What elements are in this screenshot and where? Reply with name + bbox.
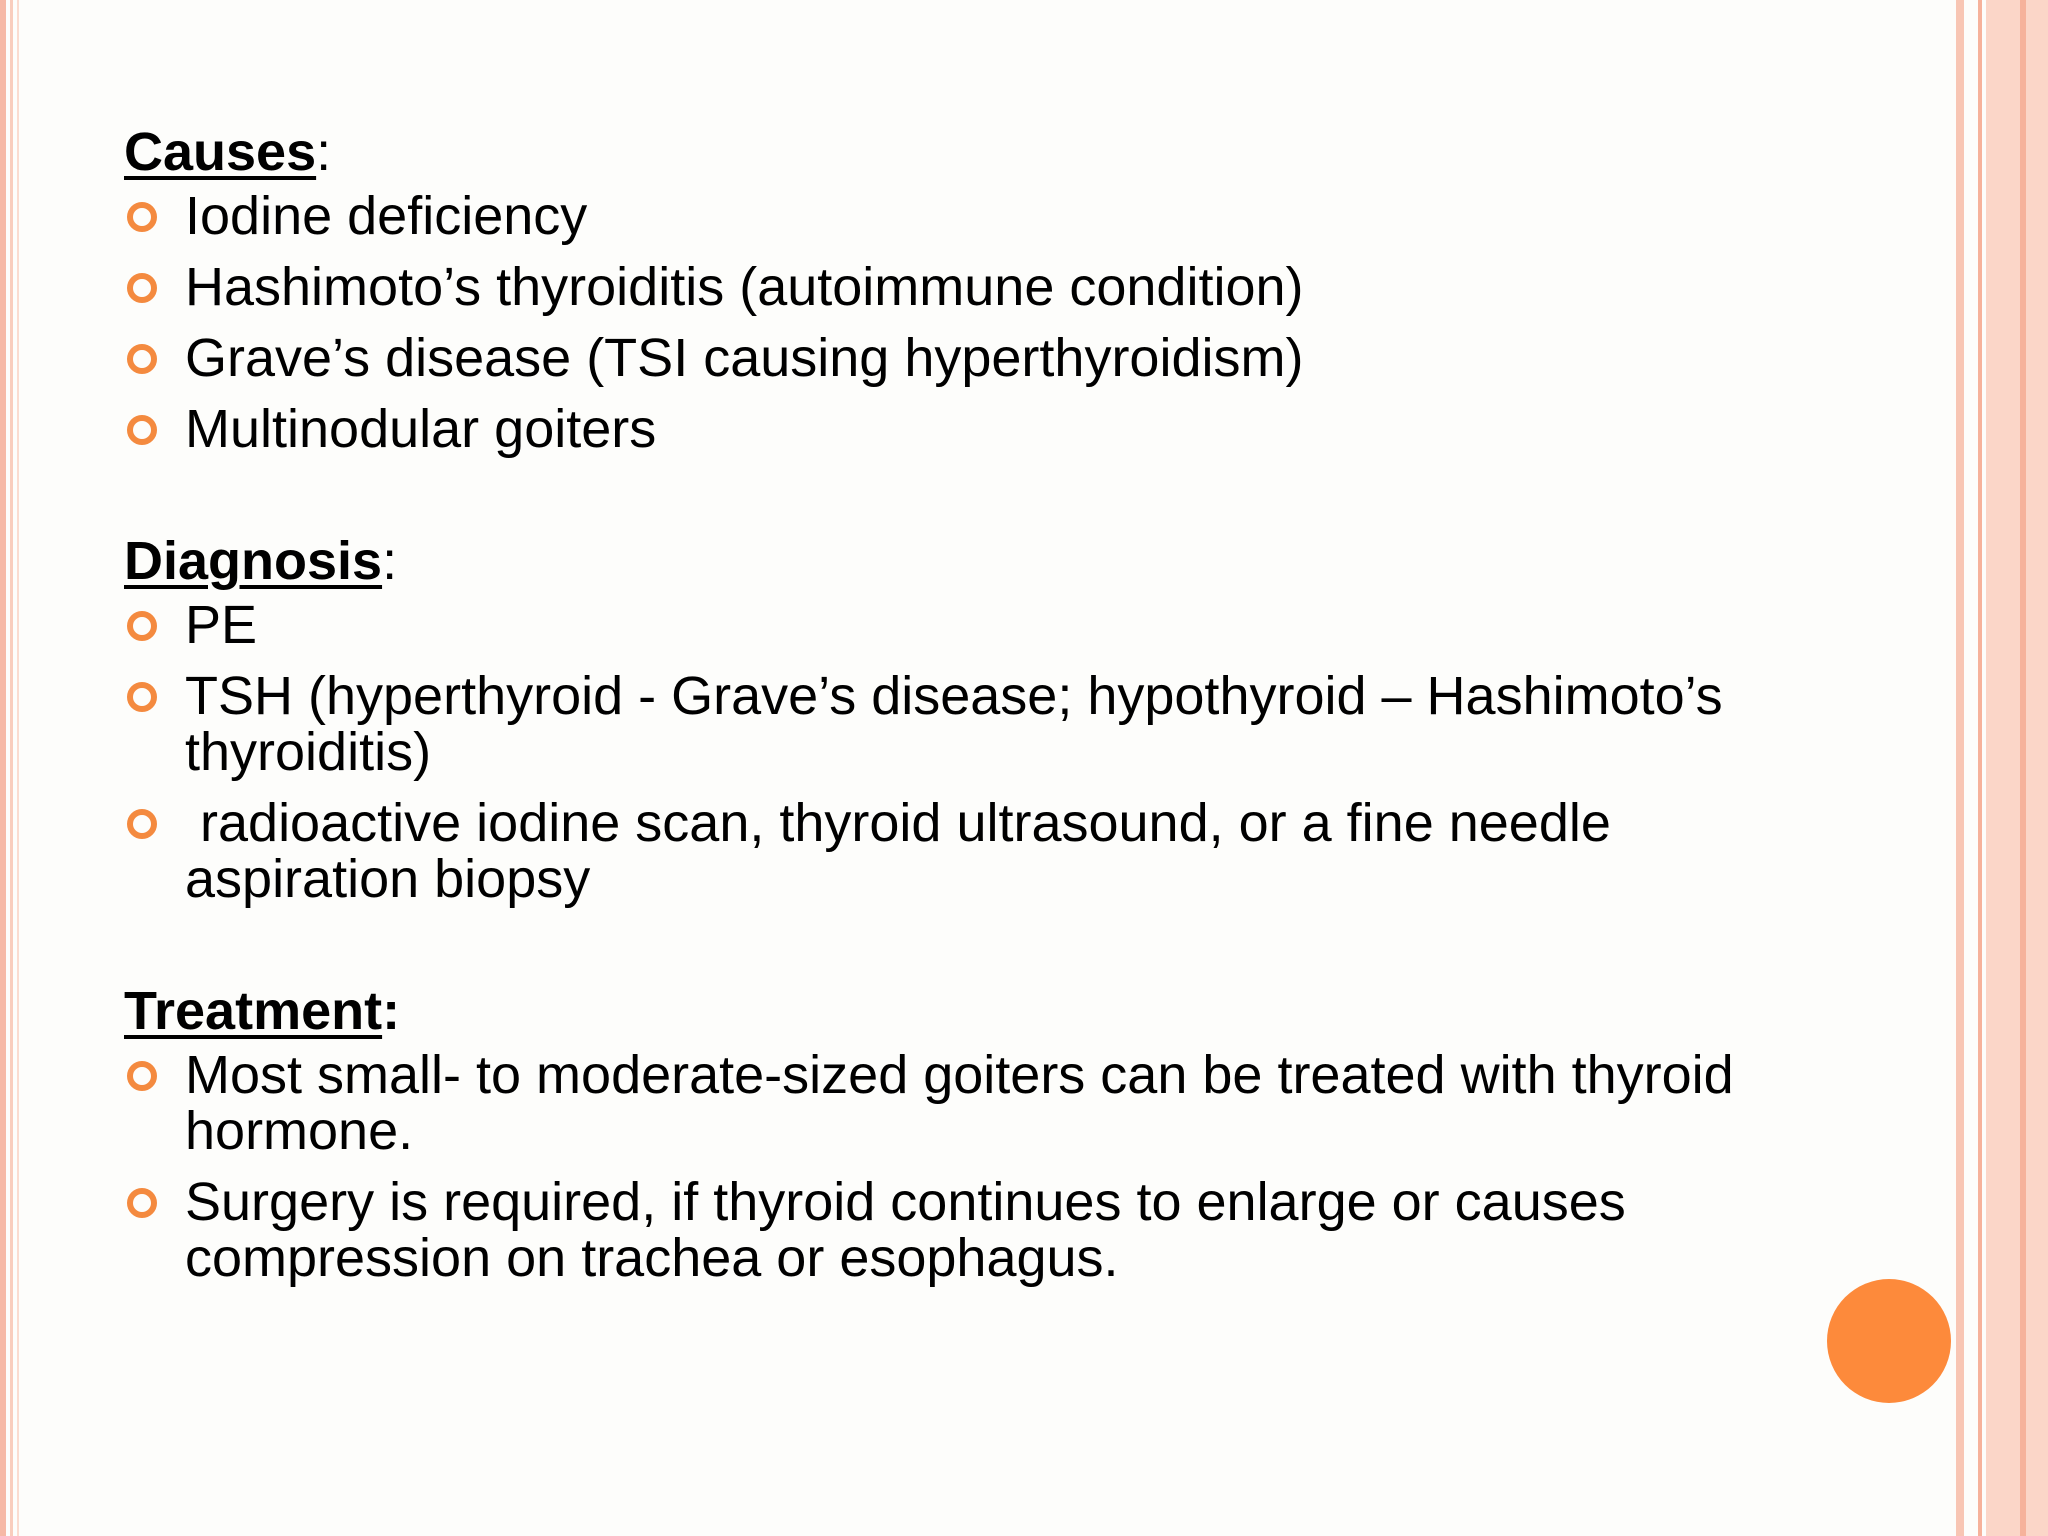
list-item-text: Surgery is required, if thyroid continues to enlarge or causes compression on trachea or esophagus. [185,1172,1626,1288]
hollow-circle-bullet-icon [127,273,157,303]
hollow-circle-bullet-icon [127,611,157,641]
list-item [124,401,1844,457]
left-border-stripe [17,0,19,1536]
section-spacer [124,457,1844,527]
list-item-text: Most small- to moderate-sized goiters can be treated with thyroid hormone. [185,1045,1734,1161]
right-border-band [1986,0,2048,1536]
right-border-stripe [1978,0,1982,1536]
diagnosis-section [124,527,1844,907]
list-item-text: PE [185,595,258,655]
causes-section [124,118,1844,457]
left-border-stripe [0,0,6,1536]
list-item-text: TSH (hyperthyroid - Grave’s disease; hypothyroid – Hashimoto’s thyroiditis) [185,666,1723,782]
diagnosis-heading: Diagnosis: [124,531,398,591]
list-item [124,795,1844,907]
list-item [124,1047,1844,1159]
hollow-circle-bullet-icon [127,202,157,232]
list-item-text: Hashimoto’s thyroiditis (autoimmune condition) [185,257,1304,317]
causes-list [124,188,1844,457]
causes-heading: Causes: [124,122,332,182]
list-item [124,597,1844,653]
list-item-text: radioactive iodine scan, thyroid ultrasound, or a fine needle aspiration biopsy [185,793,1626,909]
slide-content [124,118,1844,1286]
list-item [124,668,1844,780]
list-item-text: Grave’s disease (TSI causing hyperthyroidism) [185,328,1304,388]
hollow-circle-bullet-icon [127,1188,157,1218]
list-item [124,330,1844,386]
treatment-list [124,1047,1844,1286]
hollow-circle-bullet-icon [127,809,157,839]
list-item [124,188,1844,244]
list-item [124,1174,1844,1286]
hollow-circle-bullet-icon [127,415,157,445]
list-item-text: Iodine deficiency [185,186,588,246]
hollow-circle-bullet-icon [127,344,157,374]
treatment-section [124,977,1844,1286]
section-spacer [124,907,1844,977]
left-border-stripe [10,0,13,1536]
list-item-text: Multinodular goiters [185,399,657,459]
orange-circle-decoration [1827,1279,1951,1403]
treatment-heading: Treatment: [124,981,401,1041]
diagnosis-list [124,597,1844,907]
list-item [124,259,1844,315]
right-border-stripe [1956,0,1964,1536]
right-border-stripe [2020,0,2026,1536]
hollow-circle-bullet-icon [127,1061,157,1091]
hollow-circle-bullet-icon [127,682,157,712]
